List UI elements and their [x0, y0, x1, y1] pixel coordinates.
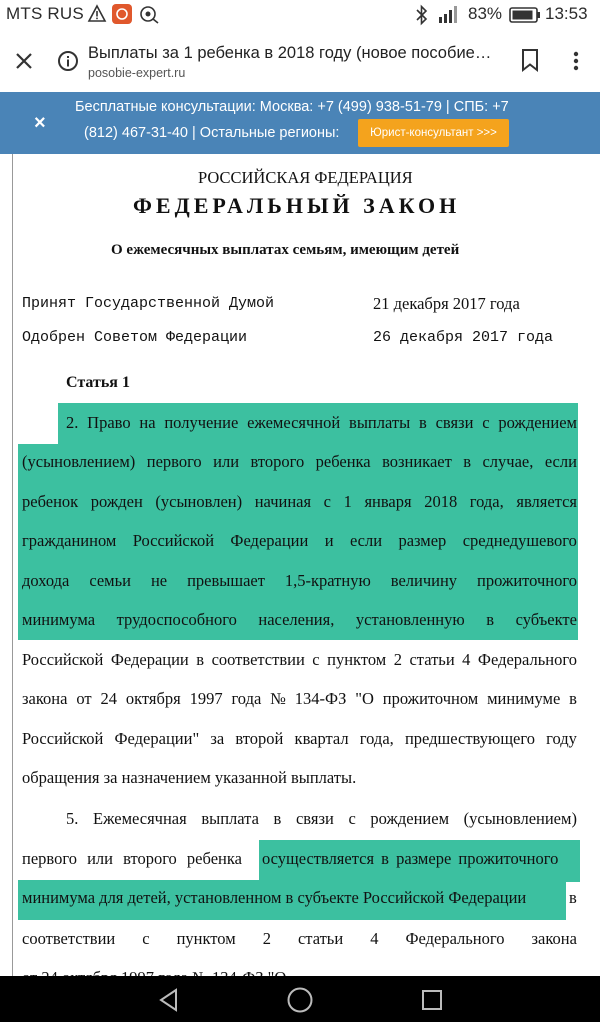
word: пунктом	[176, 929, 236, 948]
word: с	[142, 929, 150, 948]
word: случае,	[482, 452, 534, 471]
word: октября	[125, 689, 181, 708]
paragraph-5-line	[66, 809, 577, 829]
consultation-banner	[0, 92, 600, 154]
back-icon[interactable]	[156, 987, 182, 1013]
word: второй	[235, 729, 284, 748]
word: в	[418, 413, 427, 432]
word: Российской	[132, 531, 215, 550]
word: прожиточном	[382, 689, 479, 708]
word: 1	[343, 492, 352, 511]
paragraph-2-line	[22, 650, 577, 670]
battery-icon	[509, 7, 541, 23]
paragraph-5-highlighted-text: минимума для детей, установленном в субъекте Российской Федерации	[22, 888, 527, 907]
word: "О	[355, 689, 374, 708]
word: закона	[531, 929, 577, 948]
word: в	[486, 610, 495, 629]
word: и	[324, 531, 334, 550]
word: выплата	[201, 809, 259, 828]
carrier-name: MTS RUS	[6, 4, 84, 23]
word: ежемесячной	[247, 413, 341, 432]
word: трудоспособного	[116, 610, 237, 629]
paragraph-2-last-line: обращения за назначением указанной выплаты.	[22, 768, 357, 787]
word: года,	[469, 492, 504, 511]
word: ребенок	[22, 492, 79, 511]
word: 2.	[66, 413, 79, 432]
word: Российской	[22, 650, 104, 669]
word: Федерации	[110, 650, 189, 669]
word: первого	[146, 452, 202, 471]
word: 5.	[66, 809, 79, 828]
system-nav-bar	[0, 976, 600, 1022]
word: Федерации"	[114, 729, 200, 748]
word: закона	[22, 689, 68, 708]
word: второго	[250, 452, 305, 471]
battery-percent: 83%	[468, 4, 503, 23]
adopted-label: Принят Государственной Думой	[22, 295, 275, 312]
word: года	[231, 689, 262, 708]
word: предшествующего	[404, 729, 535, 748]
word: гражданином	[22, 531, 117, 550]
word: квартал	[294, 729, 349, 748]
word: 1997	[189, 689, 223, 708]
word: 2018	[424, 492, 458, 511]
word: с	[348, 809, 356, 828]
paragraph-2-line	[22, 452, 577, 472]
paragraph-5-highlighted-text: осуществляется в размере прожиточного	[262, 849, 559, 868]
paragraph-2-line	[22, 492, 577, 512]
page-title[interactable]: Выплаты за 1 ребенка в 2018 году (новое пособие…	[88, 44, 492, 62]
banner-close-button[interactable]: ×	[34, 112, 46, 134]
signal-icon	[436, 4, 462, 24]
banner-text-line2: (812) 467-31-40 | Остальные регионы:	[84, 125, 340, 141]
adopted-date: 21 декабря 2017 года	[373, 294, 520, 313]
approved-label: Одобрен Советом Федерации	[22, 329, 248, 346]
word: величину	[390, 571, 458, 590]
word: Федерации	[230, 531, 309, 550]
bookmark-icon[interactable]	[518, 47, 542, 73]
paragraph-2-line	[22, 531, 577, 551]
word: 4	[370, 929, 379, 948]
approved-date: 26 декабря 2017 года	[373, 329, 554, 346]
word: №	[270, 689, 286, 708]
paragraph-2-line	[22, 689, 577, 709]
word: выплаты	[349, 413, 411, 432]
word: субъекте	[515, 610, 577, 629]
word: году	[546, 729, 577, 748]
word: 1,5-кратную	[284, 571, 371, 590]
browser-toolbar	[0, 30, 600, 92]
word: является	[516, 492, 577, 511]
word: среднедушевого	[462, 531, 577, 550]
law-document	[0, 154, 600, 976]
word: если	[544, 452, 577, 471]
sync-icon	[138, 4, 160, 24]
paragraph-2-line	[66, 413, 577, 433]
word: Право	[87, 413, 131, 432]
word: ребенка	[315, 452, 371, 471]
word: 4	[462, 650, 471, 669]
word: дохода	[22, 571, 70, 590]
law-type-heading: ФЕДЕРАЛЬНЫЙ ЗАКОН	[133, 193, 461, 218]
law-title: О ежемесячных выплатах семьям, имеющим детей	[111, 242, 460, 258]
document-border	[12, 154, 13, 976]
word: установленную	[355, 610, 465, 629]
word: пунктом	[327, 650, 387, 669]
word: 24	[100, 689, 117, 708]
word: января	[364, 492, 412, 511]
word: Федерального	[477, 650, 577, 669]
home-icon[interactable]	[286, 986, 314, 1014]
recent-apps-icon[interactable]	[420, 988, 444, 1012]
word: статьи	[297, 929, 344, 948]
word: соответствии	[22, 929, 116, 948]
word: в	[273, 809, 282, 828]
word: 2	[262, 929, 271, 948]
word: 2	[393, 650, 402, 669]
paragraph-2-line	[22, 571, 577, 591]
word: статьи	[409, 650, 455, 669]
word: связи	[435, 413, 474, 432]
word: населения,	[258, 610, 335, 629]
lawyer-consult-button[interactable]: Юрист-консультант >>>	[358, 119, 509, 147]
word: (усыновлением)	[22, 452, 136, 471]
word: или	[213, 452, 240, 471]
word: размер	[398, 531, 447, 550]
word: (усыновлением)	[463, 809, 577, 828]
page-host[interactable]: posobie-expert.ru	[88, 66, 186, 80]
status-bar	[0, 0, 600, 30]
word: Федерального	[405, 929, 505, 948]
paragraph-5-line: первого или второго ребенка	[22, 849, 242, 868]
word: если	[349, 531, 383, 550]
word: в	[569, 689, 577, 708]
paragraph-5-line	[22, 929, 577, 949]
paragraph-5-line-end: в	[569, 888, 577, 907]
country-heading: РОССИЙСКАЯ ФЕДЕРАЦИЯ	[198, 168, 413, 187]
word: минимума	[22, 610, 96, 629]
word: Ежемесячная	[93, 809, 187, 828]
word: не	[150, 571, 168, 590]
word: Российской	[22, 729, 104, 748]
word: превышает	[187, 571, 265, 590]
word: года,	[359, 729, 394, 748]
banner-text-line1: Бесплатные консультации: Москва: +7 (499) 938-51-79 | СПБ: +7	[75, 99, 509, 115]
bluetooth-icon	[414, 4, 430, 26]
word: за	[210, 729, 225, 748]
paragraph-2-line	[22, 729, 577, 749]
word: прожиточного	[477, 571, 577, 590]
word: рождением	[498, 413, 577, 432]
site-info-icon[interactable]	[56, 49, 80, 73]
clock: 13:53	[545, 4, 588, 23]
paragraph-2-line	[22, 610, 577, 630]
more-menu-icon[interactable]	[566, 49, 586, 73]
word: 134-ФЗ	[294, 689, 347, 708]
word: с	[323, 492, 331, 511]
word: в	[463, 452, 472, 471]
word: с	[312, 650, 320, 669]
word: (усыновлен)	[155, 492, 243, 511]
word: начиная	[254, 492, 312, 511]
word: рождением	[370, 809, 450, 828]
article-heading: Статья 1	[66, 374, 130, 391]
word: возникает	[382, 452, 452, 471]
word: получение	[164, 413, 239, 432]
close-tab-icon[interactable]	[12, 49, 36, 73]
word: соответствии	[211, 650, 305, 669]
word: от	[76, 689, 92, 708]
word: на	[139, 413, 156, 432]
word: с	[482, 413, 490, 432]
app-notification-icon	[111, 3, 133, 25]
word: минимуме	[487, 689, 561, 708]
word: семьи	[89, 571, 131, 590]
word: связи	[295, 809, 334, 828]
word: рожден	[90, 492, 143, 511]
warning-icon	[88, 5, 106, 23]
word: в	[196, 650, 205, 669]
